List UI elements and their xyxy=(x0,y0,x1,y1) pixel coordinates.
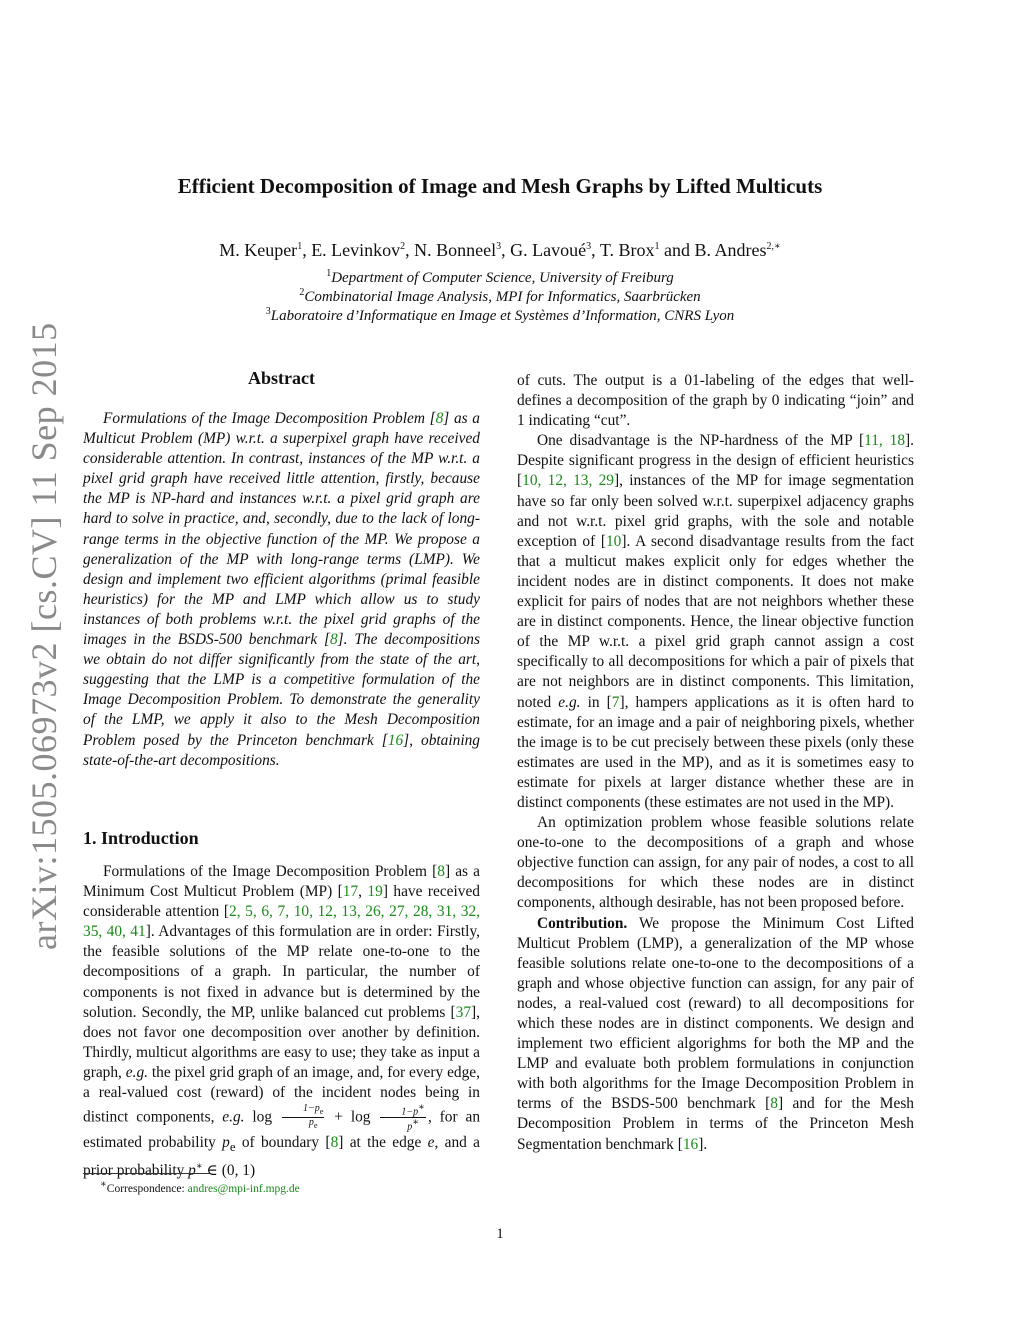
affiliation-marker: 2 xyxy=(400,241,406,252)
intro-text: , and a prior probability xyxy=(83,1133,480,1180)
body-text: in [ xyxy=(580,693,612,711)
emphasis-eg: e.g. xyxy=(558,693,581,711)
fraction-denominator xyxy=(380,1118,426,1132)
math-var: p xyxy=(188,1162,196,1180)
footnote-marker: ∗ xyxy=(100,1179,107,1190)
author-name: and B. Andres xyxy=(659,240,767,260)
author-name: , E. Levinkov xyxy=(302,240,401,260)
right-paragraph-1: of cuts. The output is a 01-labeling of the edges that well-defines a decomposition of the graph by 0 indicating “join” and 1 indicating “cut”. xyxy=(517,372,914,430)
math-subscript: e xyxy=(319,1107,324,1117)
citation-link[interactable]: 10 xyxy=(605,532,622,550)
fraction-numerator xyxy=(380,1103,426,1118)
body-text: ]. Despite significant progress in the design of efficient heuristics [ xyxy=(517,432,915,490)
abstract-body xyxy=(83,409,480,771)
body-text: ], instances of the MP for image segmentation have so far only been solved w.r.t. superpixel adjacency graphs and not w.r.t. pixel grid graphs, with the sole and notable exception of [ xyxy=(517,472,914,550)
author-name: M. Keuper xyxy=(219,240,298,260)
math-subscript: e xyxy=(313,1121,318,1131)
contribution-heading: Contribution. xyxy=(537,914,628,932)
intro-text: ∈ (0, 1) xyxy=(202,1162,256,1180)
citation-link[interactable]: 8 xyxy=(770,1095,778,1113)
math-text: p xyxy=(308,1117,314,1129)
body-text: ], hampers applications as it is often hard to estimate, for an image and a pair of neighboring pixels, whether the image is to be cut precisely between these pixels (only these estimates are used in the MP), and as it is sometimes easy to estimate for pixels at larger distance whether these are in distinct components (these estimates are not used in the MP). xyxy=(517,693,915,811)
math-text: 1−p xyxy=(302,1103,320,1115)
intro-text: ] as a Minimum Cost Multicut Problem (MP) [ xyxy=(83,863,480,901)
intro-text: the pixel grid graph of an image, and, for every edge, a real-valued cost (reward) of the incident nodes being in distinct components, xyxy=(83,1063,480,1126)
citation-link[interactable]: 2, 5, 6, 7, 10, 12, 13, 26, 27, 28, 31, 32, 35, 40, 41 xyxy=(83,903,480,941)
abstract-text: Formulations of the Image Decomposition Problem [ xyxy=(103,410,436,427)
affiliation-3 xyxy=(60,306,940,325)
citation-link[interactable]: 8 xyxy=(435,410,444,427)
fraction-one-minus-pe-over-pe xyxy=(282,1104,324,1131)
math-superscript: ∗ xyxy=(412,1117,420,1129)
citation-link[interactable]: 8 xyxy=(437,863,445,880)
right-paragraph-2 xyxy=(517,431,914,813)
body-text: We propose the Minimum Cost Lifted Multicut Problem (LMP), a generalization of the MP whose feasible solutions relate one-to-one to the decompositions of a graph and whose objective function can assign, for any pair of nodes, a real-valued cost (reward) to all decompositions for which these nodes are in distinct components. We design and implement two efficient algorighms for both the MP and the LMP and evaluate both problem formulations in conjunction with both algorithms for the Image Decomposition Problem in terms of the BSDS-500 benchmark [ xyxy=(517,914,914,1113)
citation-link[interactable]: 37 xyxy=(455,1003,472,1021)
citation-link[interactable]: 8 xyxy=(330,1133,339,1151)
author-name: , G. Lavoué xyxy=(501,240,587,260)
affiliation-marker: 2 xyxy=(299,287,305,298)
arxiv-identifier-stamp: arXiv:1505.06973v2 [cs.CV] 11 Sep 2015 xyxy=(24,322,64,950)
paper-title: Efficient Decomposition of Image and Mesh Graphs by Lifted Multicuts xyxy=(177,174,823,198)
abstract-text: ] as a Multicut Problem (MP) w.r.t. a superpixel graph have received considerable attention. In contrast, instances of the MP w.r.t. a pixel grid graph have received little attention, firstly, because the MP is NP-hard and instances w.r.t. a pixel grid graph are hard to solve in practice, and, secondly, due to the lack of long-range terms in the objective function of the MP. We propose a generalization of the MP with long-range terms (LMP). We design and implement two efficient algorithms (primal feasible heuristics) for the MP and LMP which allow us to study instances of both problems w.r.t. the pixel grid graphs of the images in the BSDS-500 benchmark [ xyxy=(83,410,480,649)
body-text: One disadvantage is the NP-hardness of the MP [ xyxy=(537,432,865,450)
intro-text: ]. Advantages of this formulation are in order: Firstly, the feasible solutions of the MP relate one-to-one to the decompositions of a graph. In particular, the number of components is not fixed in advance but is determined by the solution. Secondly, the MP, unlike balanced cut problems [ xyxy=(83,923,480,1021)
abstract-text: ]. The decompositions we obtain do not differ significantly from the state of the art, suggesting that the LMP is a competitive formulation of the Image Decomposition Problem. To demonstrate the generality of the LMP, we apply it also to the Mesh Decomposition Problem posed by the Princeton benchmark [ xyxy=(83,631,480,749)
body-text: ]. xyxy=(698,1135,708,1153)
citation-link[interactable]: 17 xyxy=(342,883,359,901)
math-superscript: ∗ xyxy=(418,1102,425,1114)
fraction-denominator xyxy=(282,1118,324,1131)
intro-text: ], does not favor one decomposition over another by definition. Thirdly, multicut algorithms are easy to use; they take as input a graph, xyxy=(83,1003,480,1081)
abstract-heading: Abstract xyxy=(248,368,315,388)
intro-text: ] have received considerable attention [ xyxy=(83,883,480,921)
footnote xyxy=(100,1179,300,1195)
affiliation-1 xyxy=(60,268,940,287)
fraction-numerator xyxy=(282,1104,324,1118)
math-superscript: ∗ xyxy=(195,1160,203,1172)
citation-link[interactable]: 8 xyxy=(329,631,338,649)
right-paragraph-4 xyxy=(517,914,914,1155)
citation-link[interactable]: 16 xyxy=(387,731,404,749)
fraction-one-minus-pstar-over-pstar xyxy=(380,1103,426,1133)
body-text: ] and for the Mesh Decomposition Problem in terms of the Princeton Mesh Segmentation benchmark [ xyxy=(517,1095,914,1153)
affiliation-marker: 1 xyxy=(654,241,660,252)
author-list xyxy=(60,240,940,261)
affiliation-marker: 1 xyxy=(326,268,332,279)
right-column-body xyxy=(517,371,914,1155)
math-var: e xyxy=(427,1133,435,1151)
intro-text: , for an estimated probability xyxy=(83,1108,481,1151)
introduction-body xyxy=(83,862,480,1181)
intro-text: Formulations of the Image Decomposition Problem [ xyxy=(103,863,438,880)
emphasis-eg: e.g. xyxy=(125,1063,149,1081)
intro-text: of boundary [ xyxy=(235,1133,331,1151)
math-text: 1−p xyxy=(401,1106,419,1118)
intro-paragraph xyxy=(83,862,480,1181)
footnote-divider xyxy=(83,1173,211,1174)
citation-link[interactable]: 11, 18 xyxy=(864,432,906,450)
author-name: , T. Brox xyxy=(591,240,655,260)
math-text: p xyxy=(407,1121,413,1133)
affiliation-marker: 2,∗ xyxy=(766,241,781,252)
affiliation-marker: 3 xyxy=(496,241,502,252)
affiliation-marker: 3 xyxy=(265,306,271,317)
correspondence-email-link[interactable]: andres@mpi-inf.mpg.de xyxy=(187,1182,300,1195)
citation-link[interactable]: 16 xyxy=(682,1135,699,1153)
math-var: p xyxy=(222,1133,230,1151)
section-heading-introduction: 1. Introduction xyxy=(83,828,199,848)
body-text: ]. A second disadvantage results from the fact that a multicut makes explicit only for edges whether the incident nodes are in distinct components. It does not make explicit for pairs of nodes that are not neighbors whether these are in distinct components. Hence, the linear objective function of the MP w.r.t. a pixel grid graph cannot assign a cost specifically to all decompositions for which a pair of pixels that are not neighbors are in distinct components. This limitation, noted xyxy=(517,532,915,711)
citation-link[interactable]: 7 xyxy=(611,693,620,711)
footnote-label: Correspondence: xyxy=(106,1182,188,1195)
affiliation-marker: 1 xyxy=(297,241,303,252)
intro-text: ] at the edge xyxy=(338,1133,428,1151)
emphasis-eg: e.g. xyxy=(222,1108,245,1126)
math-plus-log: + log xyxy=(326,1108,379,1126)
intro-text: , xyxy=(358,883,368,901)
math-subscript: e xyxy=(229,1139,236,1154)
affiliation-text: Combinatorial Image Analysis, MPI for Informatics, Saarbrücken xyxy=(304,289,701,305)
affiliation-text: Laboratoire d’Informatique en Image et Systèmes d’Information, CNRS Lyon xyxy=(270,308,735,324)
right-paragraph-3: An optimization problem whose feasible solutions relate one-to-one to the decompositions of a graph and whose objective function can assign, for any pair of nodes, a cost to all decompositions for which these nodes are in distinct components, although desirable, has not been proposed before. xyxy=(517,814,914,912)
abstract-text: ], obtaining state-of-the-art decompositions. xyxy=(83,731,480,769)
affiliation-2 xyxy=(60,287,940,306)
affiliation-marker: 3 xyxy=(586,241,592,252)
affiliation-text: Department of Computer Science, University of Freiburg xyxy=(331,270,674,286)
author-name: , N. Bonneel xyxy=(405,240,497,260)
citation-link[interactable]: 10, 12, 13, 29 xyxy=(522,472,614,490)
citation-link[interactable]: 19 xyxy=(367,883,383,901)
abstract-paragraph xyxy=(83,409,480,771)
math-log: log xyxy=(244,1108,280,1126)
page-number: 1 xyxy=(496,1226,504,1242)
